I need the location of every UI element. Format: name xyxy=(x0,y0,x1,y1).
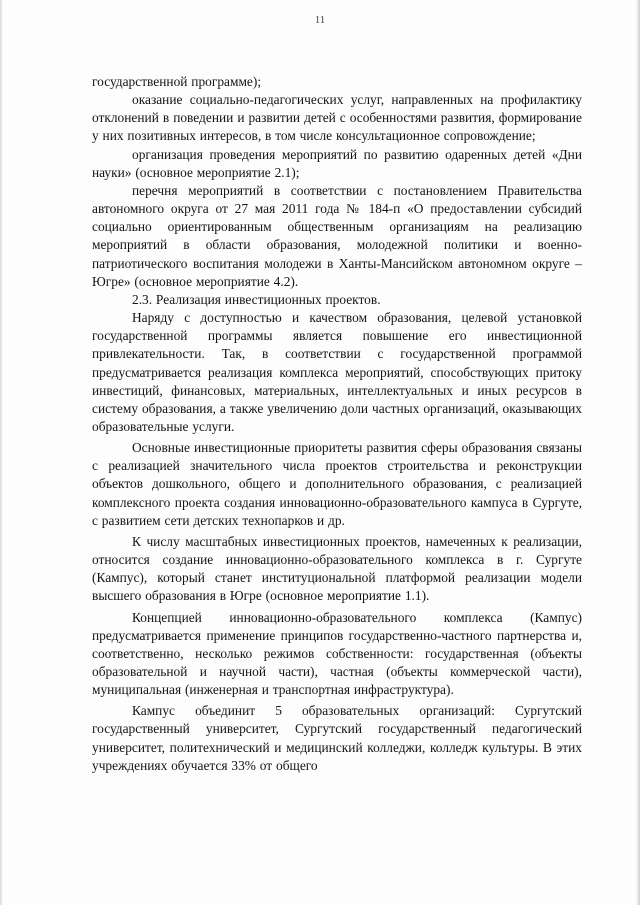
scan-edge-right xyxy=(636,0,640,905)
paragraph-science-days: организация проведения мероприятий по развитию одаренных детей «Дни науки» (основное мероприятие 2.1); xyxy=(92,146,582,180)
paragraph-investment-attractiveness: Наряду с доступностью и качеством образования, целевой установкой государственной программы является повышение его инвестиционной привлекательности. Так, в соответствии с государственной программой предусматривается реализация комплекса мероприятий, способствующих притоку инвестиций, финансовых, материальных, интеллектуальных и иных ресурсов в систему образования, а также увеличению доли частных организаций, оказывающих образовательные услуги. xyxy=(92,310,582,434)
paragraph-large-scale-projects: К числу масштабных инвестиционных проектов, намеченных к реализации, относится создание инновационно-образовательного комплекса в г. Сургуте (Кампус), который станет институциональной платформой реализации модели высшего образования в Югре (основное мероприятие 1.1). xyxy=(92,533,582,604)
document-body xyxy=(92,73,582,775)
paragraph-campus-organizations: Кампус объединит 5 образовательных организаций: Сургутский государственный университет, Сургутский государственный педагогический университет, политехнический и медицинский колледжи, колледж культуры. В этих учреждениях обучается 33% от общего xyxy=(92,703,582,773)
paragraph-subsidies-list: перечня мероприятий в соответствии с постановлением Правительства автономного округа от 27 мая 2011 года № 184-п «О предоставлении субсидий социально ориентированным общественным организациям на реализацию мероприятий в области образования, молодежной политики и военно-патриотического воспитания молодежи в Ханты-Мансийском автономном округе – Югре» (основное мероприятие 4.2). xyxy=(92,182,582,289)
paragraph-social-pedagogical-services: оказание социально-педагогических услуг, направленных на профилактику отклонений в поведении и развитии детей с особенностями развития, формирование у них позитивных интересов, в том числе консультационное сопровождение; xyxy=(92,92,582,144)
page-number: 11 xyxy=(314,14,326,26)
paragraph-investment-priorities: Основные инвестиционные приоритеты развития сферы образования связаны с реализацией значительного числа проектов строительства и реконструкции объектов дошкольного, общего и дополнительного образования, с реализацией комплексного проекта создания инновационно-образовательного кампуса в Сургуте, с развитием сети детских технопарков и др. xyxy=(92,440,582,528)
section-heading-investment-projects: 2.3. Реализация инвестиционных проектов. xyxy=(132,291,381,307)
paragraph-campus-concept: Концепцией инновационно-образовательного комплекса (Кампус) предусматривается применение принципов государственно-частного партнерства и, соответственно, несколько режимов собственности: государственная (объекты образовательной и научной части), частная (объекты коммерческой части), муниципальная (инженерная и транспортная инфраструктура). xyxy=(92,609,582,698)
scan-edge-left xyxy=(0,0,3,905)
paragraph-program-end: государственной программе); xyxy=(92,74,262,89)
